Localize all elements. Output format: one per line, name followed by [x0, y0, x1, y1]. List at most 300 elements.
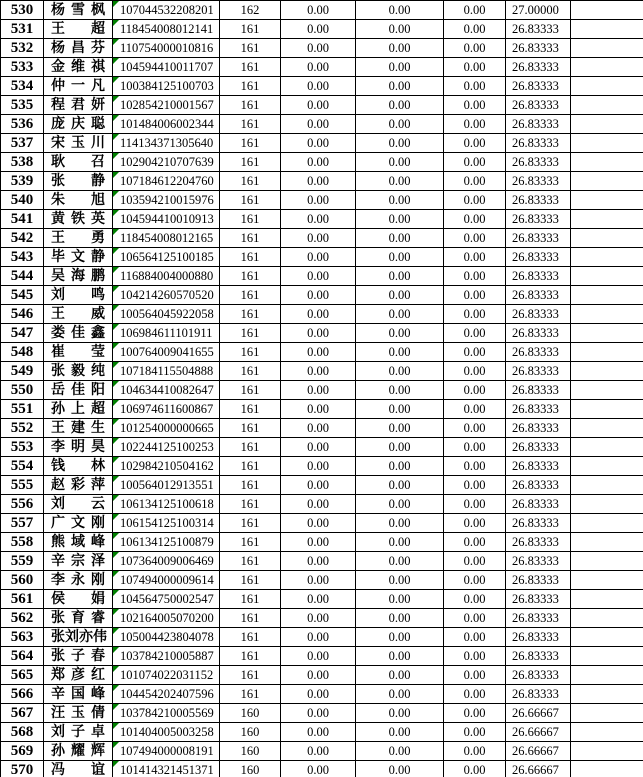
cell-score[interactable]: 26.83333 [506, 400, 571, 419]
cell-value-3[interactable]: 0.00 [444, 39, 506, 58]
cell-score[interactable]: 26.83333 [506, 248, 571, 267]
cell-count[interactable]: 161 [220, 191, 281, 210]
cell-value-3[interactable]: 0.00 [444, 134, 506, 153]
cell-blank[interactable] [571, 134, 643, 153]
cell-value-1[interactable]: 0.00 [281, 362, 356, 381]
cell-blank[interactable] [571, 267, 643, 286]
cell-value-2[interactable]: 0.00 [356, 153, 444, 172]
cell-row-number[interactable]: 560 [1, 571, 44, 590]
cell-count[interactable]: 162 [220, 1, 281, 20]
cell-value-3[interactable]: 0.00 [444, 438, 506, 457]
cell-name[interactable] [44, 666, 113, 685]
cell-score[interactable]: 26.83333 [506, 362, 571, 381]
cell-row-number[interactable]: 532 [1, 39, 44, 58]
cell-id-number[interactable] [113, 514, 220, 533]
cell-value-3[interactable]: 0.00 [444, 685, 506, 704]
cell-value-1[interactable]: 0.00 [281, 210, 356, 229]
cell-value-1[interactable]: 0.00 [281, 571, 356, 590]
cell-score[interactable]: 26.83333 [506, 647, 571, 666]
cell-id-number[interactable] [113, 761, 220, 777]
cell-name[interactable] [44, 476, 113, 495]
cell-score[interactable]: 26.83333 [506, 381, 571, 400]
cell-value-3[interactable]: 0.00 [444, 267, 506, 286]
cell-id-number[interactable] [113, 381, 220, 400]
cell-blank[interactable] [571, 58, 643, 77]
cell-name[interactable] [44, 286, 113, 305]
cell-count[interactable]: 161 [220, 77, 281, 96]
cell-id-number[interactable] [113, 476, 220, 495]
cell-blank[interactable] [571, 286, 643, 305]
cell-value-3[interactable]: 0.00 [444, 742, 506, 761]
cell-row-number[interactable]: 562 [1, 609, 44, 628]
cell-row-number[interactable]: 553 [1, 438, 44, 457]
cell-name[interactable] [44, 58, 113, 77]
cell-id-number[interactable] [113, 533, 220, 552]
cell-row-number[interactable]: 569 [1, 742, 44, 761]
cell-score[interactable]: 26.83333 [506, 324, 571, 343]
cell-score[interactable]: 26.83333 [506, 267, 571, 286]
cell-score[interactable]: 26.83333 [506, 685, 571, 704]
cell-row-number[interactable]: 539 [1, 172, 44, 191]
cell-value-2[interactable]: 0.00 [356, 571, 444, 590]
cell-score[interactable]: 26.83333 [506, 571, 571, 590]
cell-value-2[interactable]: 0.00 [356, 476, 444, 495]
cell-id-number[interactable] [113, 343, 220, 362]
cell-value-2[interactable]: 0.00 [356, 514, 444, 533]
cell-value-3[interactable]: 0.00 [444, 324, 506, 343]
cell-row-number[interactable]: 557 [1, 514, 44, 533]
cell-name[interactable] [44, 191, 113, 210]
cell-name[interactable] [44, 362, 113, 381]
cell-count[interactable]: 161 [220, 685, 281, 704]
cell-score[interactable]: 26.83333 [506, 552, 571, 571]
cell-value-2[interactable]: 0.00 [356, 590, 444, 609]
cell-id-number[interactable] [113, 96, 220, 115]
cell-count[interactable]: 161 [220, 666, 281, 685]
cell-value-1[interactable]: 0.00 [281, 704, 356, 723]
cell-blank[interactable] [571, 571, 643, 590]
cell-value-2[interactable]: 0.00 [356, 609, 444, 628]
cell-value-1[interactable]: 0.00 [281, 1, 356, 20]
cell-value-3[interactable]: 0.00 [444, 704, 506, 723]
cell-score[interactable]: 26.66667 [506, 761, 571, 777]
cell-id-number[interactable] [113, 172, 220, 191]
cell-id-number[interactable] [113, 495, 220, 514]
cell-count[interactable]: 161 [220, 96, 281, 115]
cell-value-2[interactable]: 0.00 [356, 495, 444, 514]
cell-value-1[interactable]: 0.00 [281, 381, 356, 400]
cell-value-1[interactable]: 0.00 [281, 229, 356, 248]
cell-count[interactable]: 161 [220, 305, 281, 324]
cell-value-1[interactable]: 0.00 [281, 96, 356, 115]
cell-score[interactable]: 26.66667 [506, 723, 571, 742]
cell-id-number[interactable] [113, 571, 220, 590]
cell-row-number[interactable]: 570 [1, 761, 44, 777]
cell-id-number[interactable] [113, 647, 220, 666]
cell-name[interactable] [44, 115, 113, 134]
cell-score[interactable]: 26.83333 [506, 590, 571, 609]
cell-id-number[interactable] [113, 609, 220, 628]
cell-name[interactable] [44, 723, 113, 742]
cell-name[interactable] [44, 96, 113, 115]
cell-count[interactable]: 161 [220, 39, 281, 58]
cell-blank[interactable] [571, 20, 643, 39]
cell-value-3[interactable]: 0.00 [444, 533, 506, 552]
cell-value-1[interactable]: 0.00 [281, 495, 356, 514]
cell-name[interactable] [44, 400, 113, 419]
cell-value-2[interactable]: 0.00 [356, 267, 444, 286]
cell-name[interactable] [44, 628, 113, 647]
cell-name[interactable] [44, 39, 113, 58]
cell-name[interactable] [44, 609, 113, 628]
cell-id-number[interactable] [113, 134, 220, 153]
cell-score[interactable]: 26.83333 [506, 305, 571, 324]
cell-row-number[interactable]: 559 [1, 552, 44, 571]
cell-name[interactable] [44, 172, 113, 191]
cell-name[interactable] [44, 514, 113, 533]
cell-value-2[interactable]: 0.00 [356, 210, 444, 229]
cell-value-1[interactable]: 0.00 [281, 20, 356, 39]
cell-value-3[interactable]: 0.00 [444, 609, 506, 628]
cell-name[interactable] [44, 533, 113, 552]
cell-row-number[interactable]: 549 [1, 362, 44, 381]
cell-value-1[interactable]: 0.00 [281, 419, 356, 438]
cell-value-2[interactable]: 0.00 [356, 39, 444, 58]
cell-score[interactable]: 26.66667 [506, 704, 571, 723]
cell-row-number[interactable]: 544 [1, 267, 44, 286]
cell-id-number[interactable] [113, 267, 220, 286]
cell-row-number[interactable]: 538 [1, 153, 44, 172]
cell-score[interactable]: 26.83333 [506, 628, 571, 647]
cell-id-number[interactable] [113, 742, 220, 761]
cell-value-2[interactable]: 0.00 [356, 324, 444, 343]
cell-count[interactable]: 161 [220, 362, 281, 381]
cell-id-number[interactable] [113, 20, 220, 39]
cell-value-1[interactable]: 0.00 [281, 552, 356, 571]
cell-row-number[interactable]: 566 [1, 685, 44, 704]
cell-value-1[interactable]: 0.00 [281, 742, 356, 761]
cell-score[interactable]: 26.83333 [506, 514, 571, 533]
cell-value-1[interactable]: 0.00 [281, 305, 356, 324]
cell-value-1[interactable]: 0.00 [281, 58, 356, 77]
cell-value-1[interactable]: 0.00 [281, 115, 356, 134]
cell-name[interactable] [44, 134, 113, 153]
cell-count[interactable]: 161 [220, 514, 281, 533]
cell-value-2[interactable]: 0.00 [356, 533, 444, 552]
cell-blank[interactable] [571, 210, 643, 229]
cell-value-1[interactable]: 0.00 [281, 476, 356, 495]
cell-count[interactable]: 160 [220, 761, 281, 777]
cell-value-3[interactable]: 0.00 [444, 590, 506, 609]
cell-count[interactable]: 161 [220, 324, 281, 343]
cell-count[interactable]: 161 [220, 381, 281, 400]
cell-blank[interactable] [571, 438, 643, 457]
cell-blank[interactable] [571, 96, 643, 115]
cell-value-1[interactable]: 0.00 [281, 324, 356, 343]
cell-value-3[interactable]: 0.00 [444, 115, 506, 134]
cell-blank[interactable] [571, 343, 643, 362]
cell-value-3[interactable]: 0.00 [444, 761, 506, 777]
cell-row-number[interactable]: 533 [1, 58, 44, 77]
cell-score[interactable]: 26.83333 [506, 134, 571, 153]
cell-score[interactable]: 26.83333 [506, 172, 571, 191]
cell-value-3[interactable]: 0.00 [444, 343, 506, 362]
cell-value-1[interactable]: 0.00 [281, 248, 356, 267]
cell-score[interactable]: 26.83333 [506, 343, 571, 362]
cell-value-2[interactable]: 0.00 [356, 438, 444, 457]
cell-row-number[interactable]: 550 [1, 381, 44, 400]
cell-name[interactable] [44, 571, 113, 590]
cell-value-3[interactable]: 0.00 [444, 172, 506, 191]
cell-count[interactable]: 161 [220, 400, 281, 419]
cell-value-2[interactable]: 0.00 [356, 704, 444, 723]
cell-blank[interactable] [571, 305, 643, 324]
cell-value-1[interactable]: 0.00 [281, 134, 356, 153]
cell-value-2[interactable]: 0.00 [356, 343, 444, 362]
cell-value-1[interactable]: 0.00 [281, 77, 356, 96]
cell-value-1[interactable]: 0.00 [281, 761, 356, 777]
cell-blank[interactable] [571, 400, 643, 419]
cell-value-2[interactable]: 0.00 [356, 248, 444, 267]
cell-count[interactable]: 161 [220, 476, 281, 495]
cell-score[interactable]: 26.83333 [506, 609, 571, 628]
cell-value-2[interactable]: 0.00 [356, 134, 444, 153]
cell-count[interactable]: 161 [220, 172, 281, 191]
cell-blank[interactable] [571, 533, 643, 552]
cell-value-1[interactable]: 0.00 [281, 590, 356, 609]
cell-id-number[interactable] [113, 305, 220, 324]
cell-value-2[interactable]: 0.00 [356, 96, 444, 115]
cell-name[interactable] [44, 229, 113, 248]
cell-score[interactable]: 26.66667 [506, 742, 571, 761]
cell-row-number[interactable]: 540 [1, 191, 44, 210]
cell-id-number[interactable] [113, 286, 220, 305]
cell-score[interactable]: 26.83333 [506, 476, 571, 495]
cell-count[interactable]: 160 [220, 704, 281, 723]
cell-name[interactable] [44, 590, 113, 609]
cell-id-number[interactable] [113, 438, 220, 457]
cell-name[interactable] [44, 77, 113, 96]
cell-name[interactable] [44, 248, 113, 267]
cell-value-1[interactable]: 0.00 [281, 685, 356, 704]
cell-count[interactable]: 161 [220, 267, 281, 286]
cell-value-1[interactable]: 0.00 [281, 172, 356, 191]
cell-count[interactable]: 161 [220, 457, 281, 476]
cell-value-2[interactable]: 0.00 [356, 172, 444, 191]
cell-blank[interactable] [571, 115, 643, 134]
cell-count[interactable]: 161 [220, 609, 281, 628]
cell-row-number[interactable]: 546 [1, 305, 44, 324]
cell-value-3[interactable]: 0.00 [444, 400, 506, 419]
cell-id-number[interactable] [113, 210, 220, 229]
cell-id-number[interactable] [113, 248, 220, 267]
cell-value-2[interactable]: 0.00 [356, 115, 444, 134]
cell-id-number[interactable] [113, 552, 220, 571]
cell-blank[interactable] [571, 39, 643, 58]
cell-name[interactable] [44, 20, 113, 39]
cell-value-1[interactable]: 0.00 [281, 153, 356, 172]
cell-row-number[interactable]: 565 [1, 666, 44, 685]
cell-value-1[interactable]: 0.00 [281, 191, 356, 210]
cell-value-1[interactable]: 0.00 [281, 514, 356, 533]
cell-value-3[interactable]: 0.00 [444, 552, 506, 571]
cell-row-number[interactable]: 564 [1, 647, 44, 666]
cell-value-2[interactable]: 0.00 [356, 20, 444, 39]
cell-score[interactable]: 26.83333 [506, 39, 571, 58]
cell-value-1[interactable]: 0.00 [281, 457, 356, 476]
cell-name[interactable] [44, 381, 113, 400]
cell-blank[interactable] [571, 647, 643, 666]
cell-name[interactable] [44, 704, 113, 723]
cell-blank[interactable] [571, 514, 643, 533]
cell-id-number[interactable] [113, 704, 220, 723]
cell-value-3[interactable]: 0.00 [444, 1, 506, 20]
cell-value-3[interactable]: 0.00 [444, 419, 506, 438]
cell-value-3[interactable]: 0.00 [444, 571, 506, 590]
cell-row-number[interactable]: 531 [1, 20, 44, 39]
cell-value-1[interactable]: 0.00 [281, 723, 356, 742]
cell-name[interactable] [44, 210, 113, 229]
cell-count[interactable]: 161 [220, 552, 281, 571]
cell-value-3[interactable]: 0.00 [444, 191, 506, 210]
cell-blank[interactable] [571, 685, 643, 704]
cell-value-3[interactable]: 0.00 [444, 305, 506, 324]
cell-row-number[interactable]: 568 [1, 723, 44, 742]
cell-value-3[interactable]: 0.00 [444, 286, 506, 305]
cell-id-number[interactable] [113, 628, 220, 647]
cell-row-number[interactable]: 530 [1, 1, 44, 20]
cell-blank[interactable] [571, 324, 643, 343]
cell-value-2[interactable]: 0.00 [356, 666, 444, 685]
cell-name[interactable] [44, 685, 113, 704]
cell-id-number[interactable] [113, 685, 220, 704]
cell-count[interactable]: 161 [220, 343, 281, 362]
cell-id-number[interactable] [113, 723, 220, 742]
cell-value-3[interactable]: 0.00 [444, 666, 506, 685]
cell-id-number[interactable] [113, 457, 220, 476]
cell-name[interactable] [44, 742, 113, 761]
cell-blank[interactable] [571, 229, 643, 248]
cell-blank[interactable] [571, 704, 643, 723]
cell-score[interactable]: 26.83333 [506, 438, 571, 457]
cell-score[interactable]: 26.83333 [506, 495, 571, 514]
cell-row-number[interactable]: 555 [1, 476, 44, 495]
cell-value-3[interactable]: 0.00 [444, 628, 506, 647]
cell-value-1[interactable]: 0.00 [281, 533, 356, 552]
cell-value-3[interactable]: 0.00 [444, 647, 506, 666]
cell-blank[interactable] [571, 191, 643, 210]
cell-row-number[interactable]: 536 [1, 115, 44, 134]
cell-count[interactable]: 161 [220, 210, 281, 229]
cell-score[interactable]: 26.83333 [506, 457, 571, 476]
cell-blank[interactable] [571, 476, 643, 495]
cell-row-number[interactable]: 561 [1, 590, 44, 609]
cell-score[interactable]: 26.83333 [506, 58, 571, 77]
cell-name[interactable] [44, 647, 113, 666]
cell-count[interactable]: 161 [220, 115, 281, 134]
cell-value-2[interactable]: 0.00 [356, 58, 444, 77]
cell-count[interactable]: 161 [220, 20, 281, 39]
cell-id-number[interactable] [113, 419, 220, 438]
cell-count[interactable]: 161 [220, 628, 281, 647]
cell-name[interactable] [44, 495, 113, 514]
cell-count[interactable]: 161 [220, 58, 281, 77]
cell-value-3[interactable]: 0.00 [444, 210, 506, 229]
cell-score[interactable]: 26.83333 [506, 77, 571, 96]
cell-value-2[interactable]: 0.00 [356, 723, 444, 742]
cell-value-1[interactable]: 0.00 [281, 267, 356, 286]
cell-row-number[interactable]: 542 [1, 229, 44, 248]
cell-count[interactable]: 161 [220, 571, 281, 590]
cell-id-number[interactable] [113, 1, 220, 20]
cell-name[interactable] [44, 761, 113, 777]
cell-row-number[interactable]: 567 [1, 704, 44, 723]
cell-row-number[interactable]: 554 [1, 457, 44, 476]
cell-score[interactable]: 26.83333 [506, 191, 571, 210]
cell-row-number[interactable]: 556 [1, 495, 44, 514]
cell-count[interactable]: 160 [220, 742, 281, 761]
cell-count[interactable]: 161 [220, 229, 281, 248]
cell-value-3[interactable]: 0.00 [444, 457, 506, 476]
cell-blank[interactable] [571, 628, 643, 647]
cell-name[interactable] [44, 305, 113, 324]
cell-value-1[interactable]: 0.00 [281, 39, 356, 58]
cell-row-number[interactable]: 545 [1, 286, 44, 305]
cell-value-1[interactable]: 0.00 [281, 628, 356, 647]
cell-value-2[interactable]: 0.00 [356, 381, 444, 400]
cell-name[interactable] [44, 1, 113, 20]
cell-count[interactable]: 161 [220, 286, 281, 305]
cell-name[interactable] [44, 153, 113, 172]
cell-name[interactable] [44, 267, 113, 286]
cell-value-2[interactable]: 0.00 [356, 400, 444, 419]
cell-value-2[interactable]: 0.00 [356, 647, 444, 666]
cell-count[interactable]: 161 [220, 647, 281, 666]
cell-value-2[interactable]: 0.00 [356, 761, 444, 777]
cell-value-1[interactable]: 0.00 [281, 286, 356, 305]
cell-blank[interactable] [571, 666, 643, 685]
cell-value-1[interactable]: 0.00 [281, 438, 356, 457]
cell-id-number[interactable] [113, 39, 220, 58]
cell-blank[interactable] [571, 457, 643, 476]
cell-value-3[interactable]: 0.00 [444, 20, 506, 39]
cell-score[interactable]: 26.83333 [506, 115, 571, 134]
cell-id-number[interactable] [113, 400, 220, 419]
cell-id-number[interactable] [113, 153, 220, 172]
cell-blank[interactable] [571, 362, 643, 381]
cell-value-2[interactable]: 0.00 [356, 229, 444, 248]
cell-blank[interactable] [571, 590, 643, 609]
cell-name[interactable] [44, 552, 113, 571]
cell-id-number[interactable] [113, 229, 220, 248]
cell-value-1[interactable]: 0.00 [281, 400, 356, 419]
cell-value-2[interactable]: 0.00 [356, 77, 444, 96]
cell-row-number[interactable]: 563 [1, 628, 44, 647]
cell-score[interactable]: 26.83333 [506, 20, 571, 39]
cell-name[interactable] [44, 324, 113, 343]
cell-count[interactable]: 161 [220, 419, 281, 438]
cell-id-number[interactable] [113, 590, 220, 609]
cell-id-number[interactable] [113, 362, 220, 381]
cell-score[interactable]: 26.83333 [506, 666, 571, 685]
cell-blank[interactable] [571, 1, 643, 20]
cell-name[interactable] [44, 419, 113, 438]
cell-row-number[interactable]: 534 [1, 77, 44, 96]
cell-value-3[interactable]: 0.00 [444, 248, 506, 267]
cell-score[interactable]: 26.83333 [506, 419, 571, 438]
cell-score[interactable]: 26.83333 [506, 229, 571, 248]
cell-row-number[interactable]: 541 [1, 210, 44, 229]
